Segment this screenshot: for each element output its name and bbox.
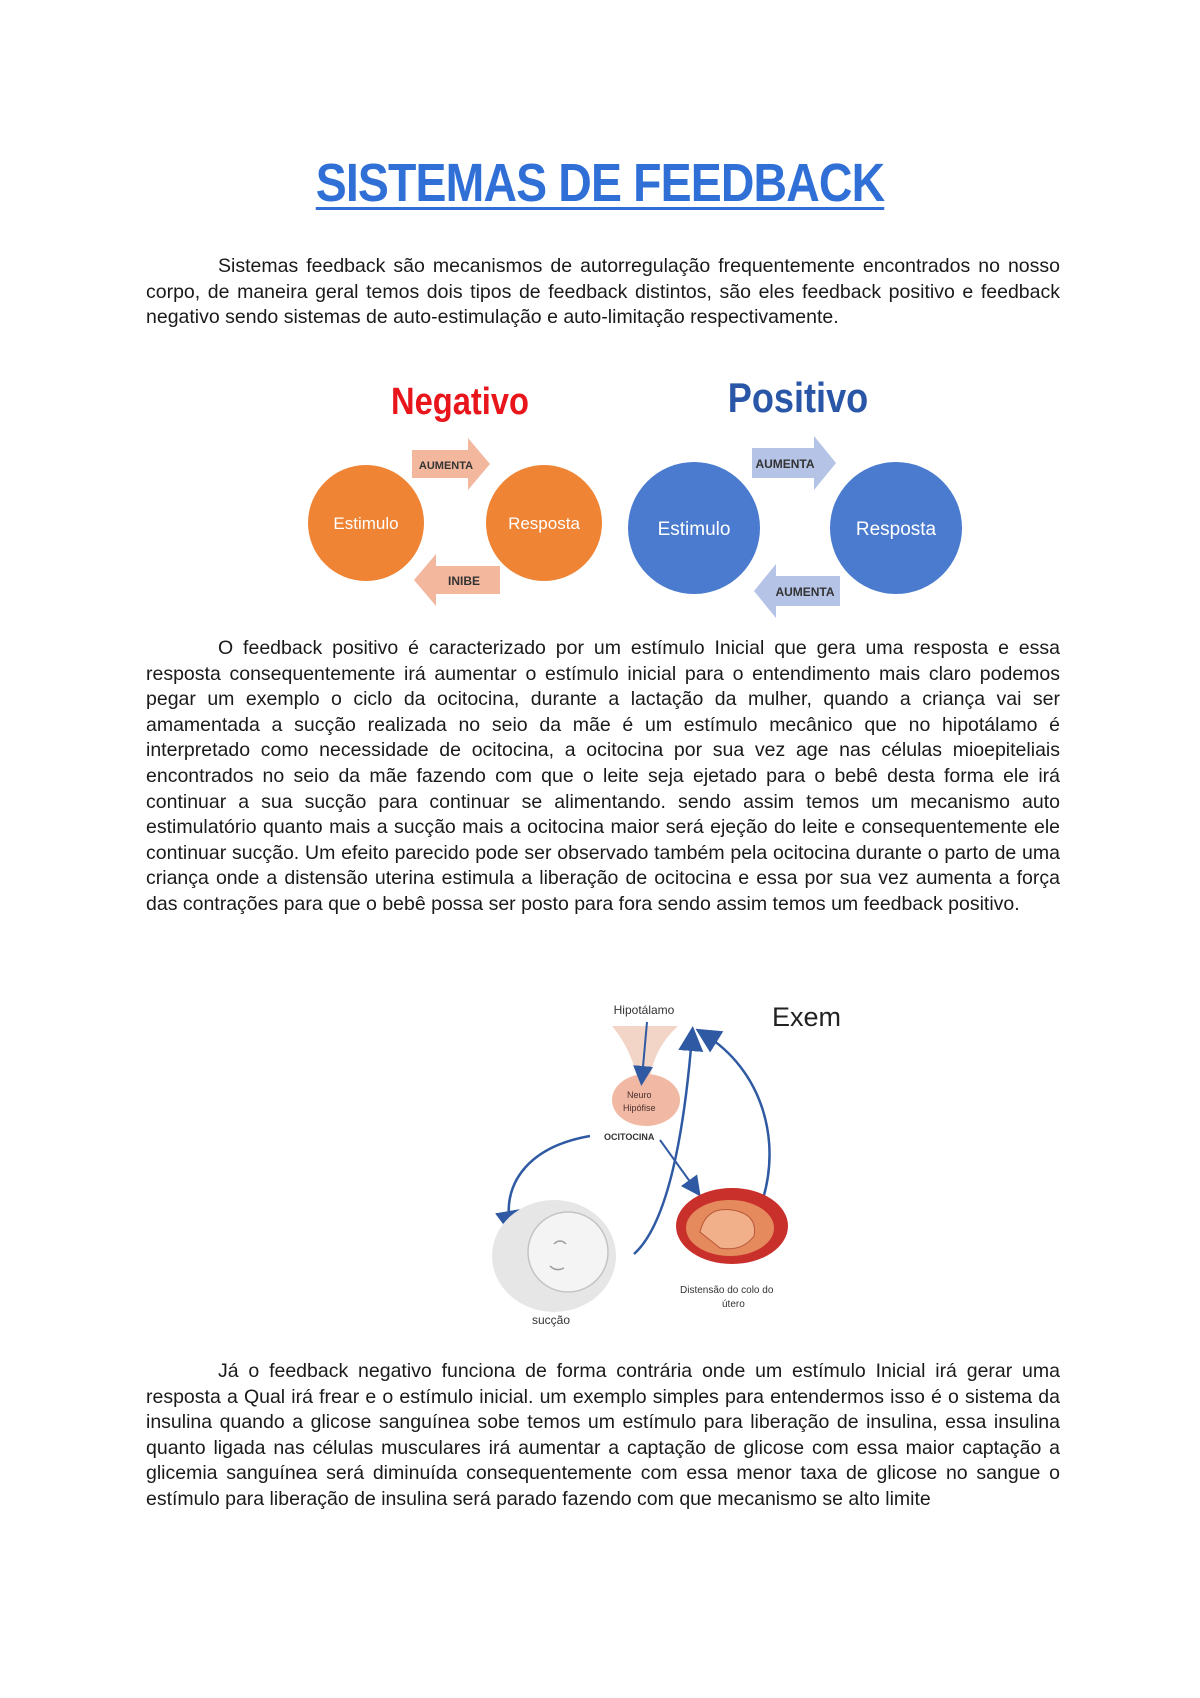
distension-label-line2: útero [722,1299,745,1310]
negative-increase-label: AUMENTA [418,460,474,472]
cropped-heading: Exem [772,1002,842,1032]
positive-stimulus-label: Estimulo [657,519,731,540]
uterus-to-hypothalamus-arrow [704,1034,770,1202]
suction-label: sucção [532,1313,571,1327]
positive-feedback-paragraph: O feedback positivo é caracterizado por um estímulo Inicial que gera uma resposta e essa resposta consequentemente irá aumentar o estímulo inicial para o entendimento mais claro podemos pegar um exemplo o ciclo da ocitocina, durante a lactação da mulher, quando a criança vai ser amamentada a sucção realizada no seio da mãe é um estímulo mecânico que no hipotálamo é interpretado como necessidade de ocitocina, a ocitocina por sua vez age nas células mioepiteliais encontrados no seio da mãe fazendo com que o leite seja ejetado para o bebê desta forma ele irá continuar a sua sucção para continuar se alimentando. sendo assim temos um mecanismo auto estimulatório quanto mais a sucção mais a ocitocina maior será ejeção do leite e consequentemente ele continuar sucção. Um efeito parecido pode ser observado também pela ocitocina durante o parto de uma criança onde a distensão uterina estimula a liberação de ocitocina e essa por sua vez aumenta a força das contrações para que o bebê possa ser posto para fora sendo assim temos um feedback positivo. [146,637,1060,915]
intro-paragraph: Sistemas feedback são mecanismos de autorregulação frequentemente encontrados no nosso corpo, de maneira geral temos dois tipos de feedback distintos, são eles feedback positivo e feedback negativo sendo sistemas de auto-estimulação e auto-limitação respectivamente. [146,255,1060,329]
baby-head [528,1212,608,1292]
positive-heading: Positivo [727,375,869,422]
page-title: SISTEMAS DE FEEDBACK [315,153,885,213]
positive-increase-label-top: AUMENTA [755,457,815,471]
negative-response-label: Resposta [508,514,580,533]
feedback-types-diagram [300,375,980,630]
oxytocin-cycle-diagram [492,990,842,1340]
distension-label-line1: Distensão do colo do [680,1285,774,1296]
neurohypophysis-shape [612,1074,680,1126]
negative-heading: Negativo [391,379,529,423]
neuro-label: Neuro [627,1090,652,1100]
negative-feedback-paragraph: Já o feedback negativo funciona de forma contrária onde um estímulo Inicial irá gerar uma resposta a Qual irá frear e o estímulo inicial. um exemplo simples para entendermos isso é o sistema da insulina quando a glicose sanguínea sobe temos um estímulo para liberação de insulina, essa insulina quanto ligada nas células musculares irá aumentar a captação de glicose com essa maior captação a glicemia sanguínea será diminuída consequentemente com essa menor taxa de glicose no sangue o estímulo para liberação de insulina será parado fazendo com que mecanismo se alto limite [146,1360,1060,1510]
hypophysis-label: Hipófise [623,1103,656,1113]
hormone-label: OCITOCINA [604,1132,655,1142]
positive-increase-label-bottom: AUMENTA [775,585,835,599]
hypothalamus-label: Hipotálamo [613,1003,675,1017]
negative-inhibit-label: INIBE [447,574,481,588]
positive-response-label: Resposta [855,519,937,540]
negative-stimulus-label: Estimulo [333,514,399,533]
